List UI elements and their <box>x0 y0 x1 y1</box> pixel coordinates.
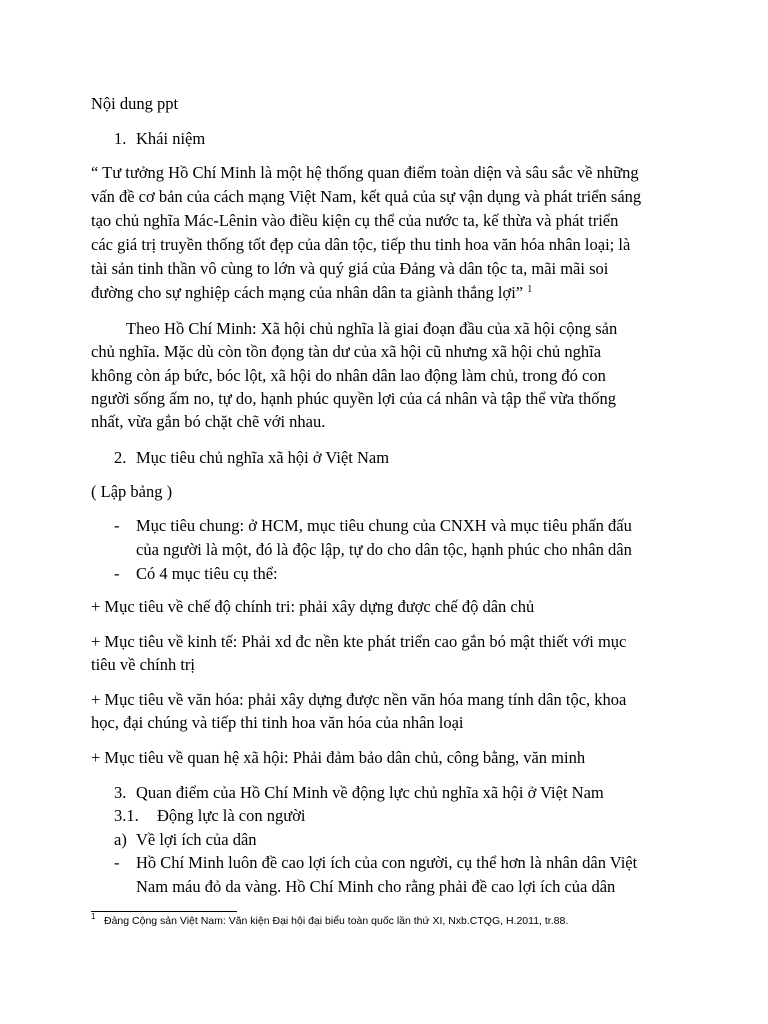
footnote-reference[interactable]: 1 <box>527 284 533 295</box>
goal-economy-line: + Mục tiêu về kinh tế: Phải xd đc nền kte phát triển cao gắn bó mật thiết với mục <box>91 632 627 651</box>
bullet-line: Mục tiêu chung: ở HCM, mục tiêu chung của CNXH và mục tiêu phấn đấu <box>136 516 632 535</box>
paragraph-line: Theo Hồ Chí Minh: Xã hội chủ nghĩa là giai đoạn đầu của xã hội cộng sản <box>126 319 618 338</box>
heading-1: Khái niệm <box>136 129 206 148</box>
lap-bang-note: ( Lập bảng ) <box>91 482 173 501</box>
quote-line: các giá trị truyền thống tốt đẹp của dân tộc, tiếp thu tinh hoa văn hóa nhân loại; là <box>91 235 631 254</box>
footnote-mark: 1 <box>91 912 96 921</box>
quote-line: đường cho sự nghiệp cách mạng của nhân dân ta giành thắng lợi” <box>91 283 524 302</box>
dash-bullet: - <box>114 853 120 872</box>
quote-line: tạo chủ nghĩa Mác-Lênin vào điều kiện cụ thể của nước ta, kế thừa và phát triển <box>91 211 619 230</box>
subheading-3-1-number: 3.1. <box>114 806 139 825</box>
subheading-a-marker: a) <box>114 830 127 849</box>
heading-3: Quan điểm của Hồ Chí Minh về động lực chủ nghĩa xã hội ở Việt Nam <box>136 783 604 802</box>
paragraph-line: chủ nghĩa. Mặc dù còn tồn đọng tàn dư của xã hội cũ nhưng xã hội chủ nghĩa <box>91 342 602 361</box>
dash-bullet: - <box>114 516 120 535</box>
goal-society: + Mục tiêu về quan hệ xã hội: Phải đảm bảo dân chủ, công bằng, văn minh <box>91 748 586 767</box>
document-title: Nội dung ppt <box>91 94 179 113</box>
heading-2-number: 2. <box>114 448 127 467</box>
paragraph-line: người sống ấm no, tự do, hạnh phúc quyền lợi của cá nhân và tập thể vừa thống <box>91 389 616 408</box>
subheading-3-1: Động lực là con người <box>157 806 306 825</box>
footnote-separator <box>91 911 237 912</box>
quote-line: tài sản tinh thần vô cùng to lớn và quý giá của Đảng và dân tộc ta, mãi mãi soi <box>91 259 609 278</box>
goal-culture-line: + Mục tiêu về văn hóa: phải xây dựng được nền văn hóa mang tính dân tộc, khoa <box>91 690 627 709</box>
bullet-line: Nam máu đỏ da vàng. Hồ Chí Minh cho rằng phải đề cao lợi ích của dân <box>136 877 616 896</box>
heading-3-number: 3. <box>114 783 127 802</box>
bullet-line: Hồ Chí Minh luôn đề cao lợi ích của con người, cụ thể hơn là nhân dân Việt <box>136 853 638 872</box>
goal-economy-line: tiêu về chính trị <box>91 655 196 674</box>
footnote-text: Đảng Cộng sản Việt Nam: Văn kiện Đại hội đại biểu toàn quốc lần thứ XI, Nxb.CTQG, H.2011, tr.88. <box>104 915 569 927</box>
heading-2: Mục tiêu chủ nghĩa xã hội ở Việt Nam <box>136 448 390 467</box>
bullet-line: Có 4 mục tiêu cụ thể: <box>136 564 278 583</box>
goal-politics: + Mục tiêu về chế độ chính tri: phải xây dựng được chế độ dân chủ <box>91 597 535 616</box>
paragraph-line: không còn áp bức, bóc lột, xã hội do nhân dân lao động làm chủ, trong đó con <box>91 366 606 385</box>
quote-line: “ Tư tưởng Hồ Chí Minh là một hệ thống quan điểm toàn diện và sâu sắc về những <box>91 163 639 182</box>
quote-line: vấn đề cơ bản của cách mạng Việt Nam, kết quả của sự vận dụng và phát triển sáng <box>91 187 642 206</box>
heading-1-number: 1. <box>114 129 127 148</box>
paragraph-line: nhất, vừa gắn bó chặt chẽ với nhau. <box>91 412 326 431</box>
goal-culture-line: học, đại chúng và tiếp thi tinh hoa văn hóa của nhân loại <box>91 713 464 732</box>
bullet-line: của người là một, đó là độc lập, tự do cho dân tộc, hạnh phúc cho nhân dân <box>136 540 632 559</box>
dash-bullet: - <box>114 564 120 583</box>
subheading-a: Về lợi ích của dân <box>136 830 257 849</box>
quote-last-line <box>91 283 532 303</box>
